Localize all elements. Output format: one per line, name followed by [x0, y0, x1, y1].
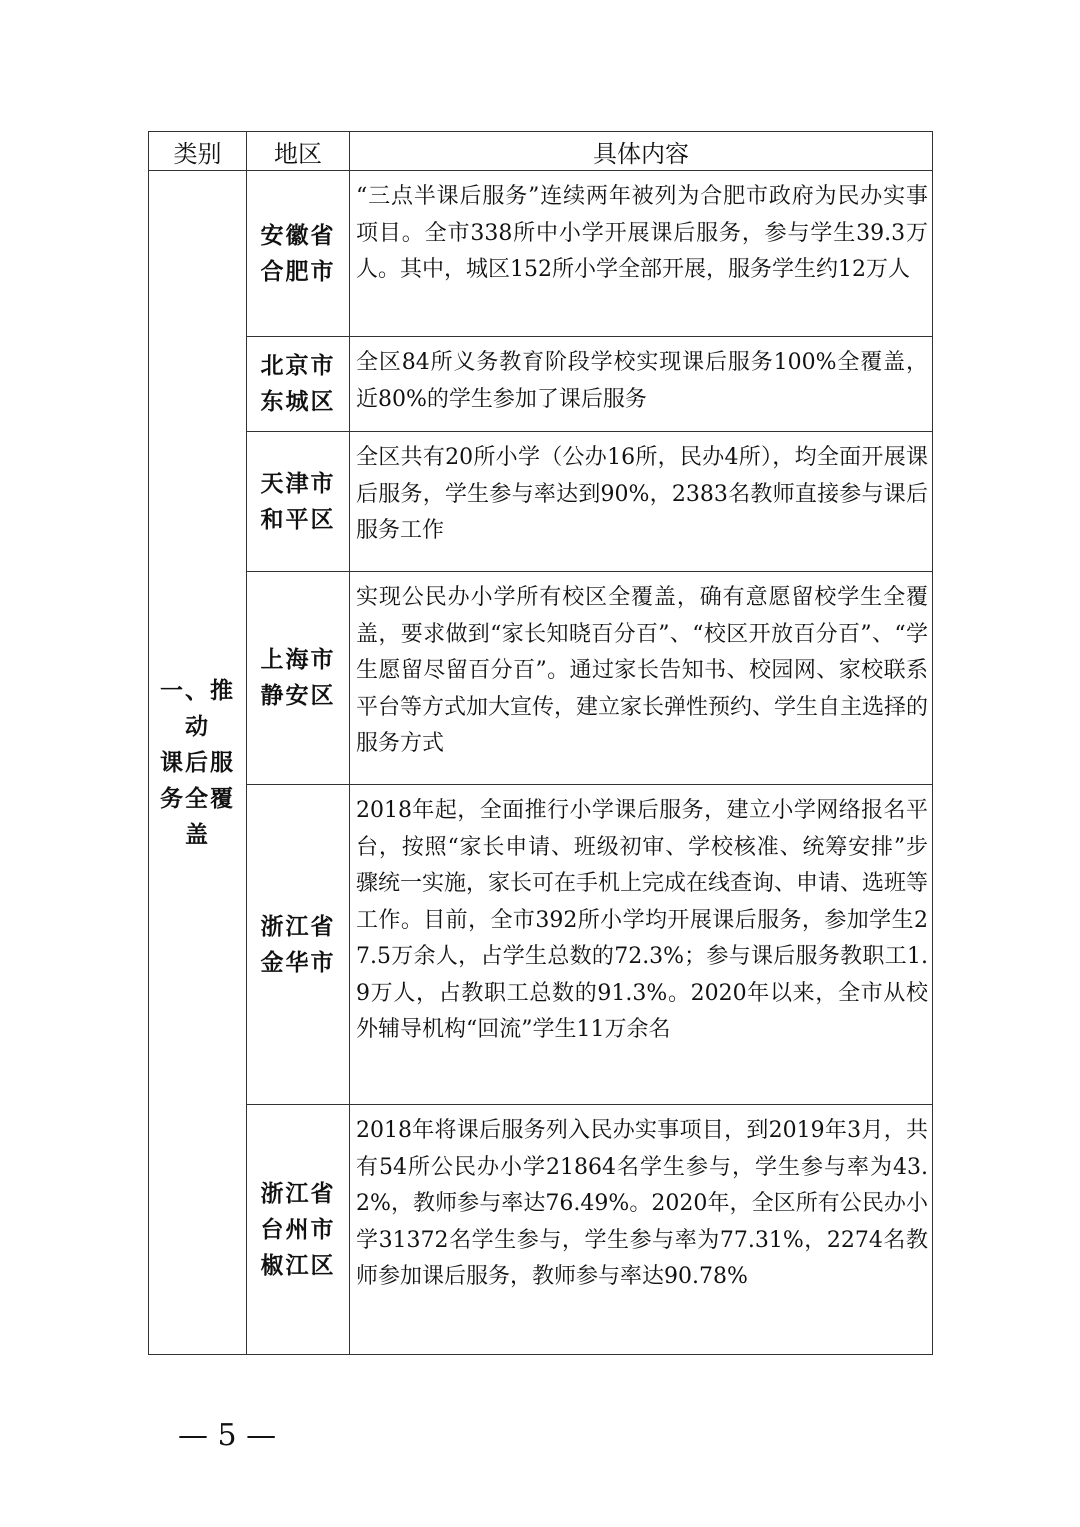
content-cell [350, 171, 933, 337]
content-text: 全区共有20所小学（公办16所，民办4所），均全面开展课后服务，学生参与率达到90%，2383名教师直接参与课后服务工作 [356, 445, 928, 543]
content-cell [350, 1105, 933, 1355]
category-line: 课后服 [160, 749, 235, 776]
policy-table [148, 131, 933, 1355]
content-text: “三点半课后服务”连续两年被列为合肥市政府为民办实事项目。全市338所中小学开展课后服务，参与学生39.3万人。其中，城区152所小学全部开展，服务学生约12万人 [356, 184, 928, 282]
table-row [149, 572, 933, 785]
category-line: 一、推动 [160, 677, 235, 740]
category-cell [149, 171, 247, 1355]
region-line: 北京市 [260, 353, 336, 379]
region-line: 台州市 [260, 1216, 336, 1243]
region-line: 东城区 [260, 389, 336, 415]
content-cell [350, 337, 933, 432]
region-cell [247, 337, 350, 432]
content-text: 全区84所义务教育阶段学校实现课后服务100%全覆盖，近80%的学生参加了课后服务 [356, 350, 928, 412]
region-cell [247, 432, 350, 572]
page-number: — 5 — [178, 1418, 277, 1453]
table-header-row [149, 132, 933, 171]
region-line: 椒江区 [260, 1252, 336, 1279]
region-line: 安徽省 [260, 222, 336, 249]
content-cell [350, 432, 933, 572]
header-category: 类别 [149, 132, 247, 171]
region-line: 合肥市 [260, 258, 336, 285]
table-row [149, 171, 933, 337]
region-cell [247, 785, 350, 1105]
region-line: 上海市 [260, 647, 336, 673]
content-text: 2018年起，全面推行小学课后服务，建立小学网络报名平台，按照“家长申请、班级初审、学校核准、统筹安排”步骤统一实施，家长可在手机上完成在线查询、申请、选班等工作。目前，全市392所小学均开展课后服务，参加学生27.5万余人，占学生总数的72.3%；参与课后服务教职工1.9万人，占教职工总数的91.3%。2020年以来，全市从校外辅导机构“回流”学生11万余名 [356, 798, 929, 1042]
table-row [149, 432, 933, 572]
region-line: 天津市 [260, 470, 336, 497]
header-content: 具体内容 [350, 132, 933, 171]
table-row [149, 785, 933, 1105]
content-text: 实现公民办小学所有校区全覆盖，确有意愿留校学生全覆盖，要求做到“家长知晓百分百”、“校区开放百分百”、“学生愿留尽留百分百”。通过家长告知书、校园网、家校联系平台等方式加大宣传，建立家长弹性预约、学生自主选择的服务方式 [356, 585, 929, 756]
region-line: 和平区 [260, 506, 336, 533]
region-cell [247, 572, 350, 785]
region-cell [247, 1105, 350, 1355]
content-cell [350, 572, 933, 785]
category-line: 务全覆 [160, 785, 235, 812]
content-text: 2018年将课后服务列入民办实事项目，到2019年3月，共有54所公民办小学21864名学生参与，学生参与率为43.2%，教师参与率达76.49%。2020年，全区所有公民办小学31372名学生参与，学生参与率为77.31%，2274名教师参加课后服务，教师参与率达90.78% [356, 1118, 928, 1289]
region-line: 金华市 [260, 949, 336, 976]
region-line: 浙江省 [260, 1180, 336, 1207]
region-cell [247, 171, 350, 337]
header-region: 地区 [247, 132, 350, 171]
table-row [149, 1105, 933, 1355]
table-row [149, 337, 933, 432]
region-line: 浙江省 [260, 913, 336, 940]
content-cell [350, 785, 933, 1105]
category-line: 盖 [185, 821, 210, 848]
region-line: 静安区 [260, 683, 336, 709]
